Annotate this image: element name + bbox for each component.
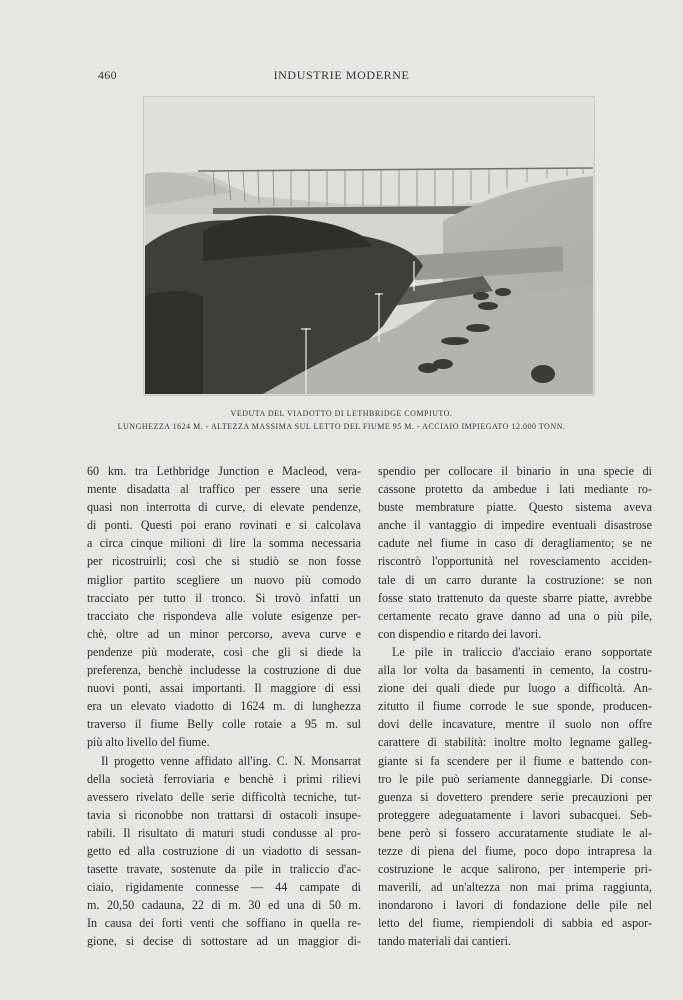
text-line: tracciato per tutto il tronco. Si trovò infatti un — [87, 590, 361, 605]
text-line: anche il vantaggio di impedire eventuali disastrose — [378, 518, 652, 533]
paragraph-start-line: Le pile in traliccio d'acciaio erano sopportate — [392, 644, 652, 659]
text-line: con dispendio e ritardo dei lavori. — [378, 626, 542, 641]
text-line: fosse stato trattenuto da queste sbarre piatte, avrebbe — [378, 590, 652, 605]
text-line: m. 20,50 cadauna, 22 di m. 30 ed una di 50 m. — [87, 898, 361, 913]
text-line: zitutto il fiume corrode le sue sponde, producen- — [378, 699, 652, 714]
text-line: era un elevato viadotto di 1624 m. di lunghezza — [87, 699, 361, 714]
text-line: alla lor volta da basamenti in cemento, la costru- — [378, 663, 652, 678]
text-line: preferenza, benchè includesse la costruzione di due — [87, 663, 361, 678]
right-text-column — [378, 462, 652, 951]
text-line: della società ferroviaria e benchè i primi rilievi — [87, 771, 361, 786]
text-line: tro le pile può seriamente danneggiarle. Di conse- — [378, 771, 652, 786]
paragraph-start-line: Il progetto venne affidato all'ing. C. N. Monsarrat — [101, 753, 361, 768]
left-text-column — [87, 462, 361, 951]
page-number: 460 — [98, 68, 117, 82]
text-line: ciaio, rigidamente connesse — 44 campate di — [87, 880, 361, 895]
text-line: di ponti. Questi poi erano rovinati e si calcolava — [87, 518, 361, 533]
text-line: gione, si decise di sottostare ad un maggior di- — [87, 934, 361, 949]
text-line: 60 km. tra Lethbridge Junction e Macleod, vera- — [87, 464, 361, 478]
text-line: letto del fiume, riempiendoli di sabbia ed aspor- — [378, 916, 652, 931]
text-line: traverso il fiume Belly colle rotaie a 95 m. sul — [87, 717, 361, 732]
text-line: guenza si dovettero prendere serie precauzioni per — [378, 789, 652, 804]
text-line: tale di un carro durante la costruzione: se non — [378, 572, 652, 587]
photo-illustration — [143, 96, 595, 396]
text-line: cassone protetto da ambedue i lati mediante ro- — [378, 482, 652, 497]
text-line: proteggere adeguatamente i lavori subacquei. Seb- — [378, 807, 652, 822]
text-line: maverili, ad un'altezza non mai prima raggiunta, — [378, 880, 652, 895]
text-line: tasette travate, sostenute da pile in traliccio d'ac- — [87, 862, 361, 877]
text-line: per ricostruirli; così che si studiò se non fosse — [87, 554, 361, 569]
text-line: tavia si riconobbe non trattarsi di ostacoli insupe- — [87, 807, 361, 822]
text-line: riscontrò l'opportunità nel rovesciamento acciden- — [378, 554, 652, 569]
text-line: costruzione le acque salirono, per intemperie pri- — [378, 862, 652, 877]
text-line: spendio per collocare il binario in una specie di — [378, 464, 652, 478]
text-line: giante si fa scendere per il fiume e battendo con- — [378, 753, 652, 768]
text-line: getto ed alla costruzione di un viadotto di sessan- — [87, 843, 361, 858]
text-line: buste membrature piatte. Questo sistema aveva — [378, 500, 652, 515]
viaduct-photograph — [143, 96, 595, 396]
text-line: chè, oltre ad un minor percorso, aveva curve e — [87, 626, 361, 641]
text-line: tezze di piena del fiume, poco dopo intrapresa la — [378, 843, 652, 858]
text-line: dovi delle incavature, mentre il suolo non offre — [378, 717, 652, 732]
text-line: zione dei quali diede pur luogo a difficoltà. An- — [378, 681, 652, 696]
text-line: miglior partito scegliere un nuovo più comodo — [87, 572, 361, 587]
text-line: inondarono i lavori di fondazione delle pile nel — [378, 898, 652, 913]
text-line: pendenze più moderate, così che gli si diede la — [87, 644, 361, 659]
text-line: carattere di stabilità: inoltre molto legname galleg- — [378, 735, 652, 750]
text-line: tando materiali dai cantieri. — [378, 934, 511, 949]
figure-caption-title: VEDUTA DEL VIADOTTO DI LETHBRIDGE COMPIUTO. — [230, 409, 453, 418]
running-head: INDUSTRIE MODERNE — [273, 68, 410, 82]
text-line: nuovi ponti, assai importanti. Il maggiore di essi — [87, 681, 361, 696]
text-line: rabili. Il risultato di maturi studi condusse al pro- — [87, 825, 361, 840]
text-line: più alto livello del fiume. — [87, 735, 210, 750]
text-line: cadute nel fiume in caso di deragliamento; se ne — [378, 536, 652, 551]
text-line: tracciato che rispondeva alle volute esigenze per- — [87, 608, 361, 623]
text-line: avessero rivelato delle serie difficoltà tecniche, tut- — [87, 789, 361, 804]
figure-caption-details: LUNGHEZZA 1624 M. - ALTEZZA MASSIMA SUL LETTO DEL FIUME 95 M. - ACCIAIO IMPIEGATO 12.000 TONN. — [117, 422, 566, 431]
text-line: certamente recato grave danno ad una o più pile, — [378, 608, 652, 623]
text-line: a circa cinque milioni di lire la somma necessaria — [87, 536, 361, 551]
text-line: In causa dei forti venti che soffiano in quella re- — [87, 916, 361, 931]
text-line: mente disadatta al traffico per essere una serie — [87, 482, 361, 497]
text-line: quasi non interrotta di curve, di elevate pendenze, — [87, 500, 361, 515]
text-line: bene però si fossero accuratamente studiate le al- — [378, 825, 652, 840]
